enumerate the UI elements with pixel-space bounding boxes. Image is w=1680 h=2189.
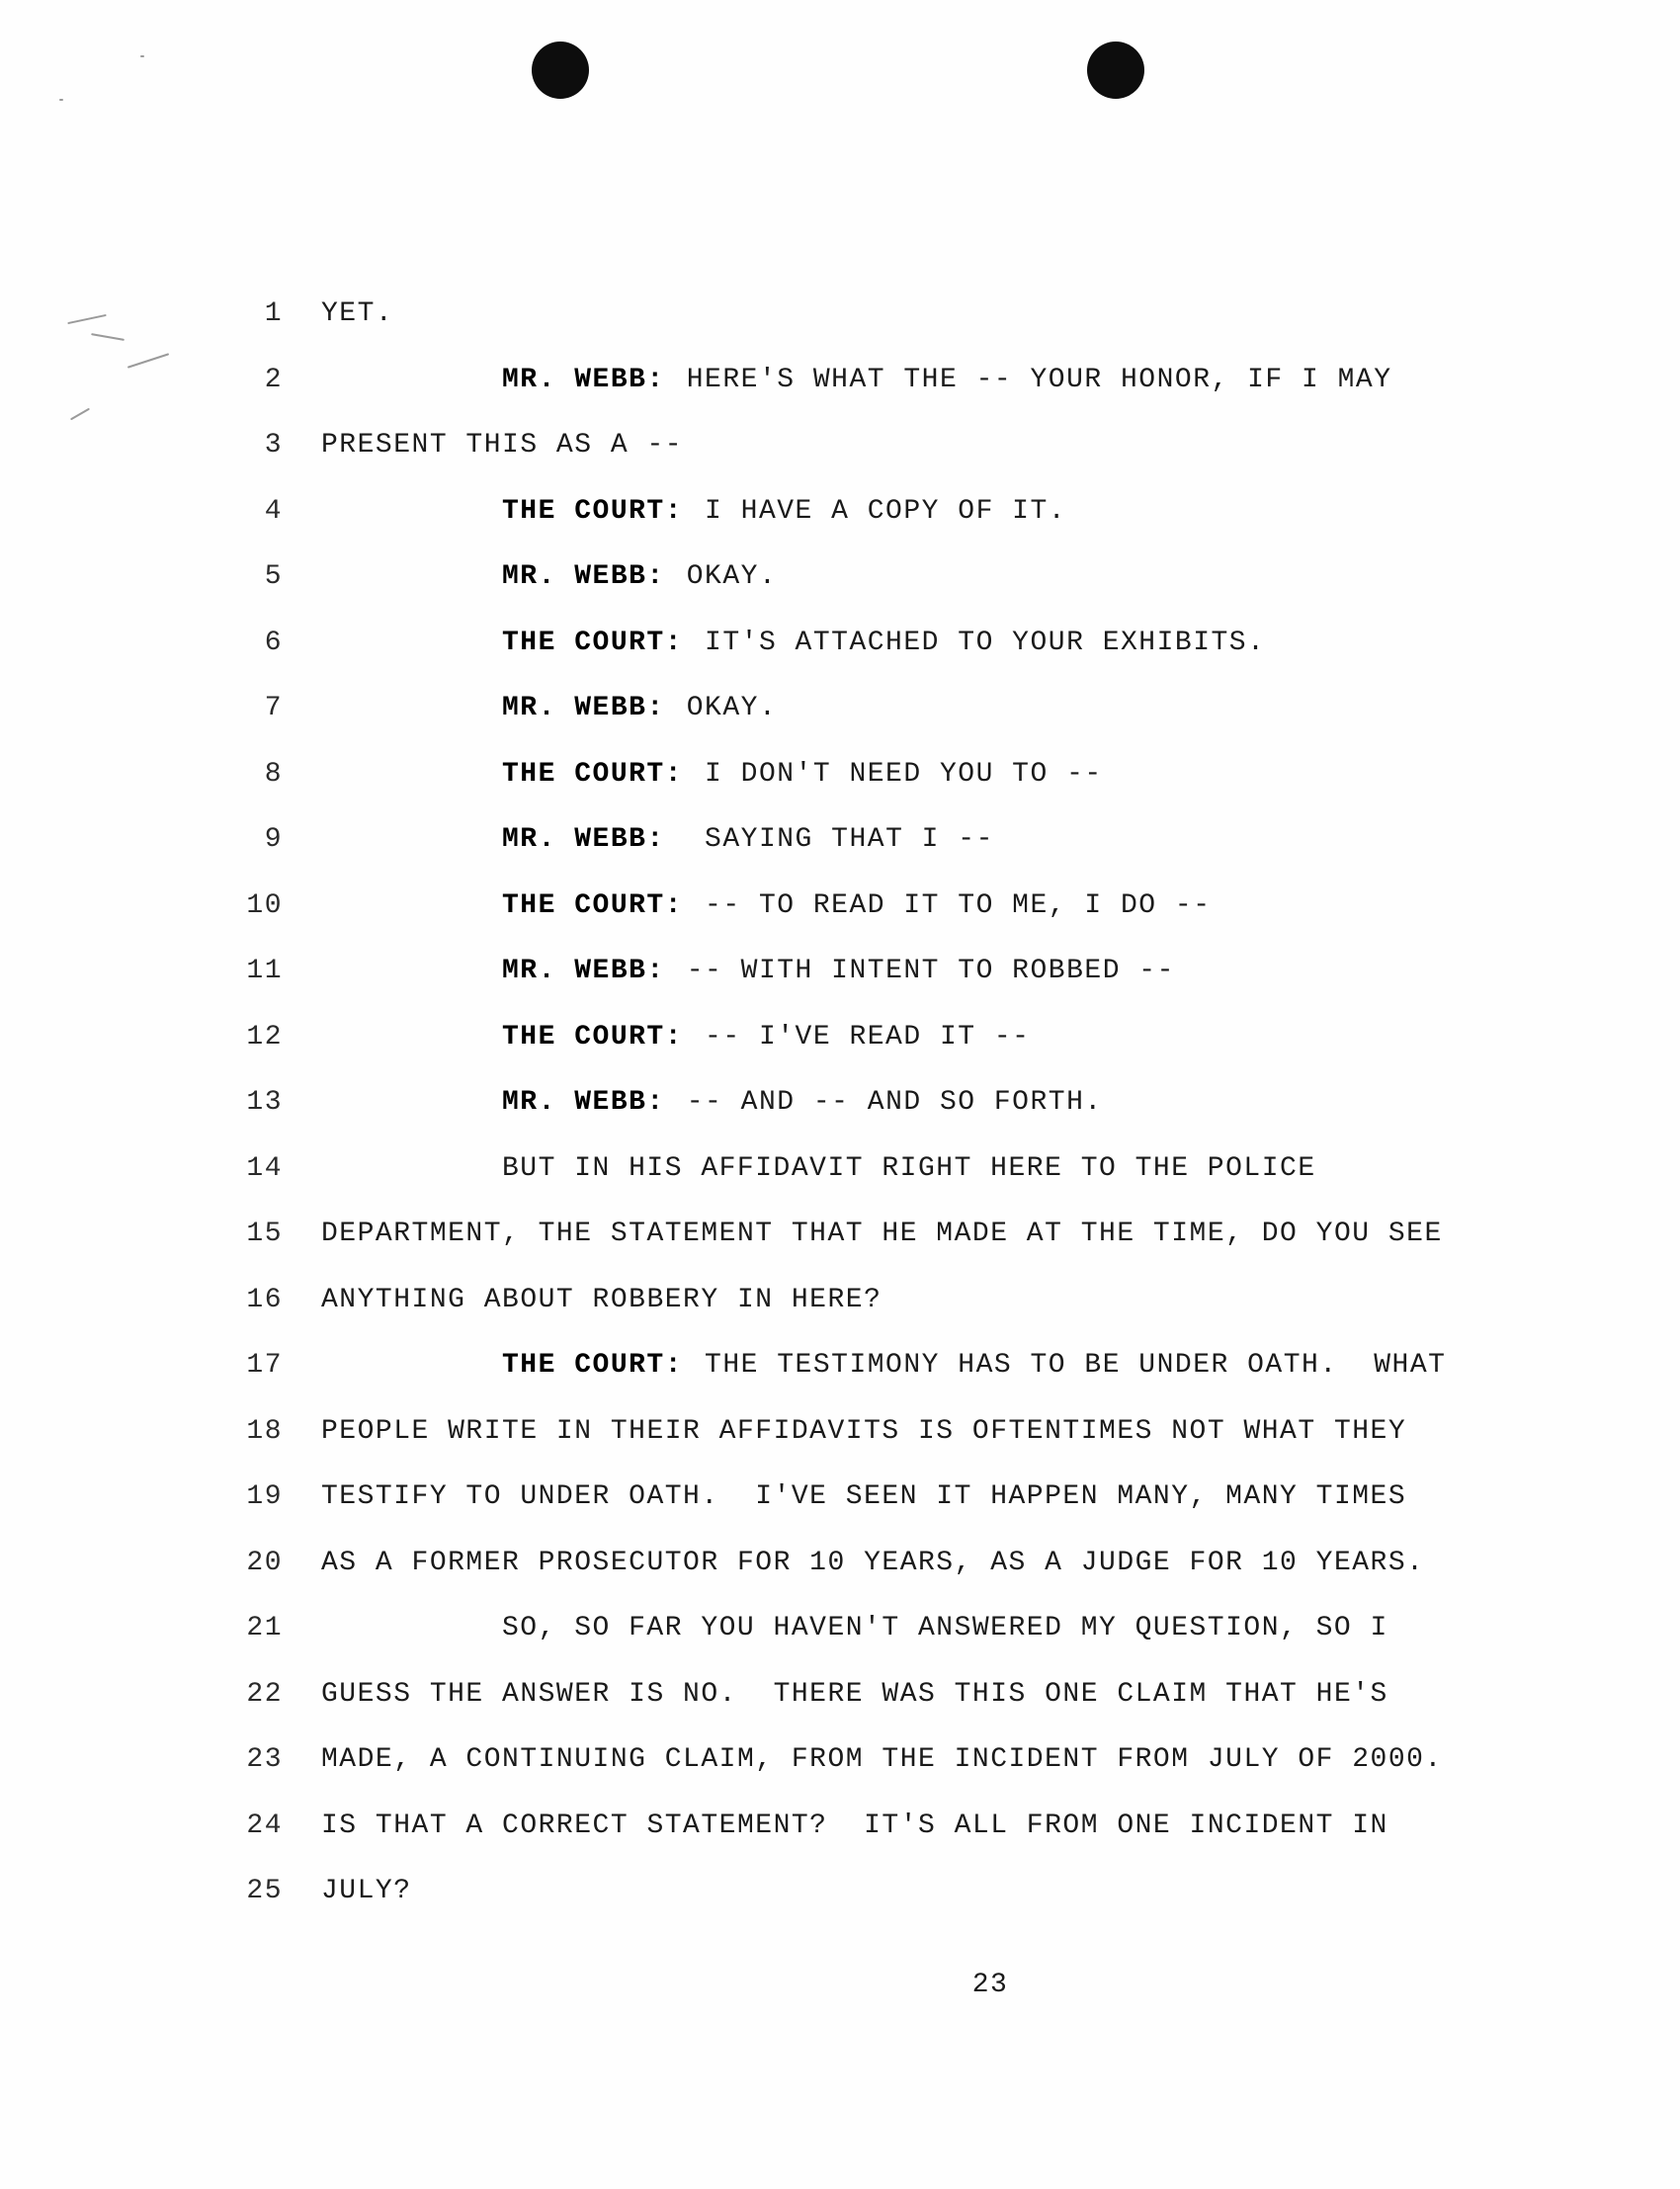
speaker-label: MR. WEBB: (502, 1087, 665, 1118)
line-number: 12 (246, 1022, 283, 1052)
line-number: 14 (246, 1153, 283, 1184)
transcript-line (0, 1675, 1680, 1715)
line-number: 20 (246, 1548, 283, 1578)
line-number: 16 (246, 1285, 283, 1315)
line-text: -- WITH INTENT TO ROBBED -- (686, 956, 1175, 986)
line-text: BUT IN HIS AFFIDAVIT RIGHT HERE TO THE POLICE (502, 1153, 1316, 1184)
line-text: MADE, A CONTINUING CLAIM, FROM THE INCIDENT FROM JULY OF 2000. (321, 1744, 1443, 1775)
line-content (321, 1872, 412, 1911)
transcript-line (0, 624, 1680, 663)
transcript-line (0, 1477, 1680, 1517)
speaker-label: MR. WEBB: (502, 365, 665, 395)
line-text: DEPARTMENT, THE STATEMENT THAT HE MADE AT THE TIME, DO YOU SEE (321, 1219, 1443, 1249)
transcript-line (0, 1412, 1680, 1452)
speaker-label: MR. WEBB: (502, 561, 665, 592)
line-content (321, 1675, 1388, 1715)
line-number: 6 (264, 628, 283, 658)
line-number: 2 (264, 365, 283, 395)
line-content (321, 1412, 1406, 1452)
line-content (502, 952, 1175, 991)
line-content (502, 557, 777, 597)
line-number: 7 (264, 693, 283, 723)
line-text: SAYING THAT I -- (686, 824, 994, 855)
page-number: 23 (971, 1970, 1009, 2000)
line-number: 17 (246, 1350, 283, 1381)
transcript-line (0, 1018, 1680, 1057)
line-text: HERE'S WHAT THE -- YOUR HONOR, IF I MAY (686, 365, 1392, 395)
transcript-line (0, 1872, 1680, 1911)
line-number: 9 (264, 824, 283, 855)
line-text: OKAY. (686, 561, 778, 592)
line-number: 21 (246, 1613, 283, 1643)
line-number: 8 (264, 759, 283, 790)
line-content (502, 1083, 1103, 1123)
line-content (321, 1740, 1443, 1780)
transcript-line (0, 361, 1680, 400)
line-content (321, 1544, 1424, 1583)
line-content (502, 689, 777, 728)
transcript-line (0, 1149, 1680, 1189)
line-text: TESTIFY TO UNDER OATH. I'VE SEEN IT HAPPEN MANY, MANY TIMES (321, 1481, 1407, 1512)
line-content (502, 1346, 1446, 1386)
line-content (502, 1018, 1030, 1057)
line-content (502, 886, 1212, 926)
line-number: 10 (246, 890, 283, 921)
line-number: 19 (246, 1481, 283, 1512)
line-text: SO, SO FAR YOU HAVEN'T ANSWERED MY QUESTION, SO I (502, 1613, 1388, 1643)
line-number: 11 (246, 956, 283, 986)
speaker-label: THE COURT: (502, 1022, 684, 1052)
line-text: -- TO READ IT TO ME, I DO -- (705, 890, 1212, 921)
transcript-line (0, 689, 1680, 728)
line-number: 4 (264, 496, 283, 527)
line-number: 5 (264, 561, 283, 592)
transcript-line (0, 426, 1680, 465)
line-number: 22 (246, 1679, 283, 1710)
line-number: 24 (246, 1810, 283, 1841)
line-text: IT'S ATTACHED TO YOUR EXHIBITS. (705, 628, 1266, 658)
transcript-line (0, 952, 1680, 991)
speaker-label: THE COURT: (502, 1350, 684, 1381)
line-content (502, 820, 994, 860)
line-number: 25 (246, 1876, 283, 1906)
line-text: THE TESTIMONY HAS TO BE UNDER OATH. WHAT (705, 1350, 1447, 1381)
line-content (321, 1807, 1388, 1846)
line-content (321, 1215, 1443, 1254)
line-number: 15 (246, 1219, 283, 1249)
line-content (321, 295, 393, 334)
transcript-line (0, 1215, 1680, 1254)
line-text: -- I'VE READ IT -- (705, 1022, 1031, 1052)
line-text: JULY? (321, 1876, 412, 1906)
line-number: 23 (246, 1744, 283, 1775)
transcript-line (0, 820, 1680, 860)
line-text: GUESS THE ANSWER IS NO. THERE WAS THIS ONE CLAIM THAT HE'S (321, 1679, 1388, 1710)
line-text: I DON'T NEED YOU TO -- (705, 759, 1103, 790)
transcript-line (0, 1346, 1680, 1386)
line-text: AS A FORMER PROSECUTOR FOR 10 YEARS, AS A JUDGE FOR 10 YEARS. (321, 1548, 1425, 1578)
line-number: 18 (246, 1416, 283, 1447)
line-content (502, 361, 1392, 400)
transcript-line (0, 1807, 1680, 1846)
transcript-line (0, 1083, 1680, 1123)
speaker-label: MR. WEBB: (502, 824, 665, 855)
transcript-line (0, 755, 1680, 795)
line-text: IS THAT A CORRECT STATEMENT? IT'S ALL FROM ONE INCIDENT IN (321, 1810, 1388, 1841)
line-text: PRESENT THIS AS A -- (321, 430, 684, 461)
speaker-label: MR. WEBB: (502, 693, 665, 723)
line-content (502, 492, 1066, 532)
line-content (321, 1281, 882, 1320)
speaker-label: MR. WEBB: (502, 956, 665, 986)
speaker-label: THE COURT: (502, 890, 684, 921)
line-text: OKAY. (686, 693, 778, 723)
line-content (502, 1609, 1388, 1648)
speaker-label: THE COURT: (502, 759, 684, 790)
line-number: 3 (264, 430, 283, 461)
line-number: 1 (264, 298, 283, 329)
transcript-line (0, 295, 1680, 334)
line-text: YET. (321, 298, 394, 329)
line-text: ANYTHING ABOUT ROBBERY IN HERE? (321, 1285, 882, 1315)
transcript-line (0, 1544, 1680, 1583)
transcript-line (0, 886, 1680, 926)
transcript-line (0, 1609, 1680, 1648)
line-number: 13 (246, 1087, 283, 1118)
transcript-line (0, 1740, 1680, 1780)
transcript-line (0, 557, 1680, 597)
transcript-line (0, 1281, 1680, 1320)
speaker-label: THE COURT: (502, 628, 684, 658)
line-content (321, 1477, 1406, 1517)
line-content (502, 624, 1265, 663)
line-content (321, 426, 683, 465)
line-text: PEOPLE WRITE IN THEIR AFFIDAVITS IS OFTENTIMES NOT WHAT THEY (321, 1416, 1407, 1447)
line-content (502, 1149, 1316, 1189)
line-text: I HAVE A COPY OF IT. (705, 496, 1067, 527)
speaker-label: THE COURT: (502, 496, 684, 527)
line-text: -- AND -- AND SO FORTH. (686, 1087, 1103, 1118)
line-content (502, 755, 1103, 795)
transcript-line (0, 492, 1680, 532)
